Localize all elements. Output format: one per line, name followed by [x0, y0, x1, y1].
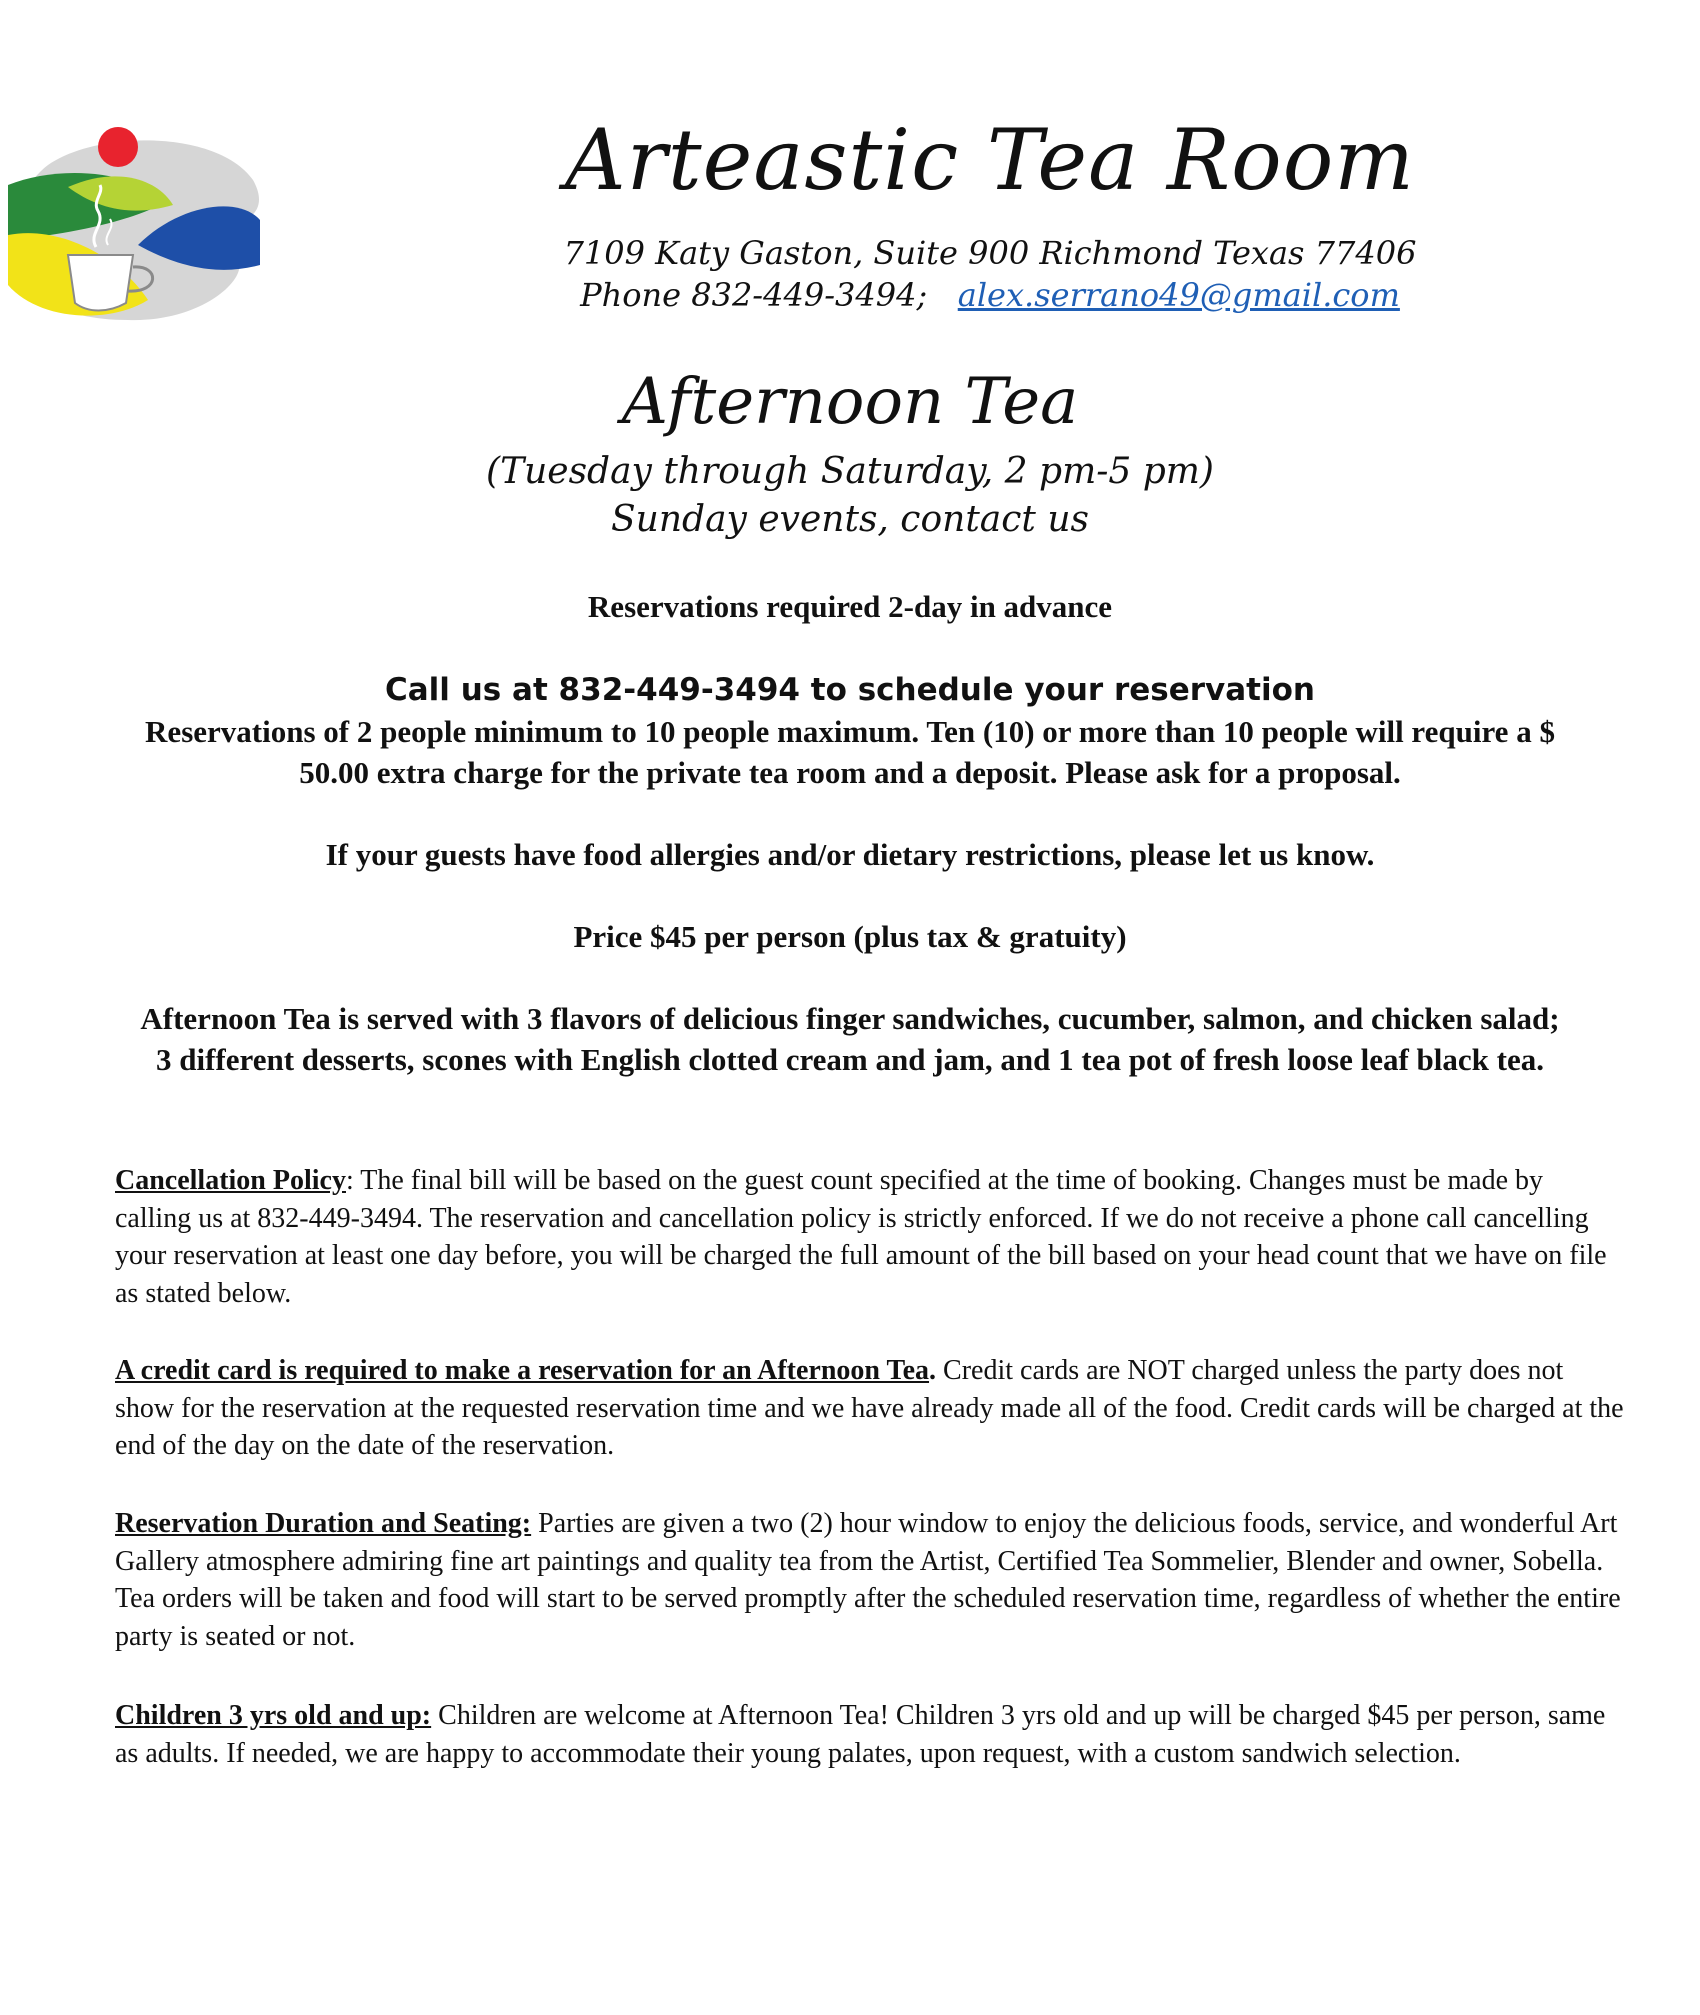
contact-line [420, 276, 1560, 314]
allergy-notice: If your guests have food allergies and/or dietary restrictions, please let us know. [325, 837, 1375, 872]
business-address: 7109 Katy Gaston, Suite 900 Richmond Texas 77406 [563, 234, 1417, 272]
duration-policy [115, 1505, 1625, 1655]
cancellation-policy: Cancellation Policy: The final bill will be based on the guest count specified at the time of booking. Changes must be made by calling us at 832-449-3494. The reservation and cancellation policy is strictly enforced. If we do not receive a phone call cancelling your reservation at least one day before, you will be charged the full amount of the bill based on your head count that we have on file as stated below. [115, 1165, 1607, 1309]
group-size-policy: Reservations of 2 people minimum to 10 people maximum. Ten (10) or more than 10 people will require a $ 50.00 extra charge for the private tea room and a deposit. Please ask for a proposal. [145, 714, 1555, 790]
event-title: Afternoon Tea [621, 365, 1079, 439]
duration-text: Parties are given a two (2) hour window to enjoy the delicious foods, service, and wonderful Art Gallery atmosphere admiring fine art paintings and quality tea from the Artist, Certified Tea Sommelier, Blender and owner, Sobella. Tea orders will be taken and food will start to be served promptly after the scheduled reservation time, regardless of whether the entire party is seated or not. [115, 1508, 1621, 1652]
menu-description: Afternoon Tea is served with 3 flavors of delicious finger sandwiches, cucumber, salmon, and chicken salad; 3 different desserts, scones with English clotted cream and jam, and 1 tea pot of fresh loose leaf black tea. [140, 1001, 1560, 1077]
business-title: Arteastic Tea Room [565, 111, 1415, 209]
credit-card-text: Credit cards are NOT charged unless the party does not show for the reservation at the requested reservation time and we have already made all of the food. Credit cards will be charged at the end of the day on the date of the reservation. [115, 1355, 1624, 1461]
sunday-note: Sunday events, contact us [611, 499, 1089, 540]
palette-teacup-icon [8, 125, 260, 325]
cancellation-text: The final bill will be based on the guest count specified at the time of booking. Changes must be made by calling us at 832-449-3494. The reservation and cancellation policy is strictly enforced. If we do not receive a phone call cancelling your reservation at least one day before, you will be charged the full amount of the bill based on your head count that we have on file as stated below. [115, 1165, 1607, 1309]
call-to-reserve: Call us at 832-449-3494 to schedule your reservation [385, 672, 1315, 708]
email-link[interactable]: alex.serrano49@gmail.com [957, 276, 1400, 314]
event-hours: (Tuesday through Saturday, 2 pm-5 pm) [486, 451, 1214, 492]
children-text: Children are welcome at Afternoon Tea! Children 3 yrs old and up will be charged $45 per person, same as adults. If needed, we are happy to accommodate their young palates, upon request, with a custom sandwich selection. [115, 1700, 1606, 1769]
phone-number: Phone 832-449-3494; [580, 276, 928, 314]
tea-room-logo [8, 125, 260, 325]
duration-heading: Reservation Duration and Seating: [115, 1508, 532, 1539]
cancellation-heading: Cancellation Policy [115, 1165, 346, 1196]
children-heading: Children 3 yrs old and up: [115, 1700, 432, 1731]
credit-card-heading: A credit card is required to make a reservation for an Afternoon Tea [115, 1355, 930, 1386]
credit-card-policy: A credit card is required to make a reservation for an Afternoon Tea. Credit cards are NOT charged unless the party does not show for the reservation at the requested reservation time and we have already made all of the food. Credit cards will be charged at the end of the day on the date of the reservation. [115, 1355, 1624, 1461]
children-policy [115, 1697, 1625, 1772]
advance-notice: Reservations required 2-day in advance [587, 589, 1113, 624]
price-notice: Price $45 per person (plus tax & gratuity) [573, 919, 1127, 954]
